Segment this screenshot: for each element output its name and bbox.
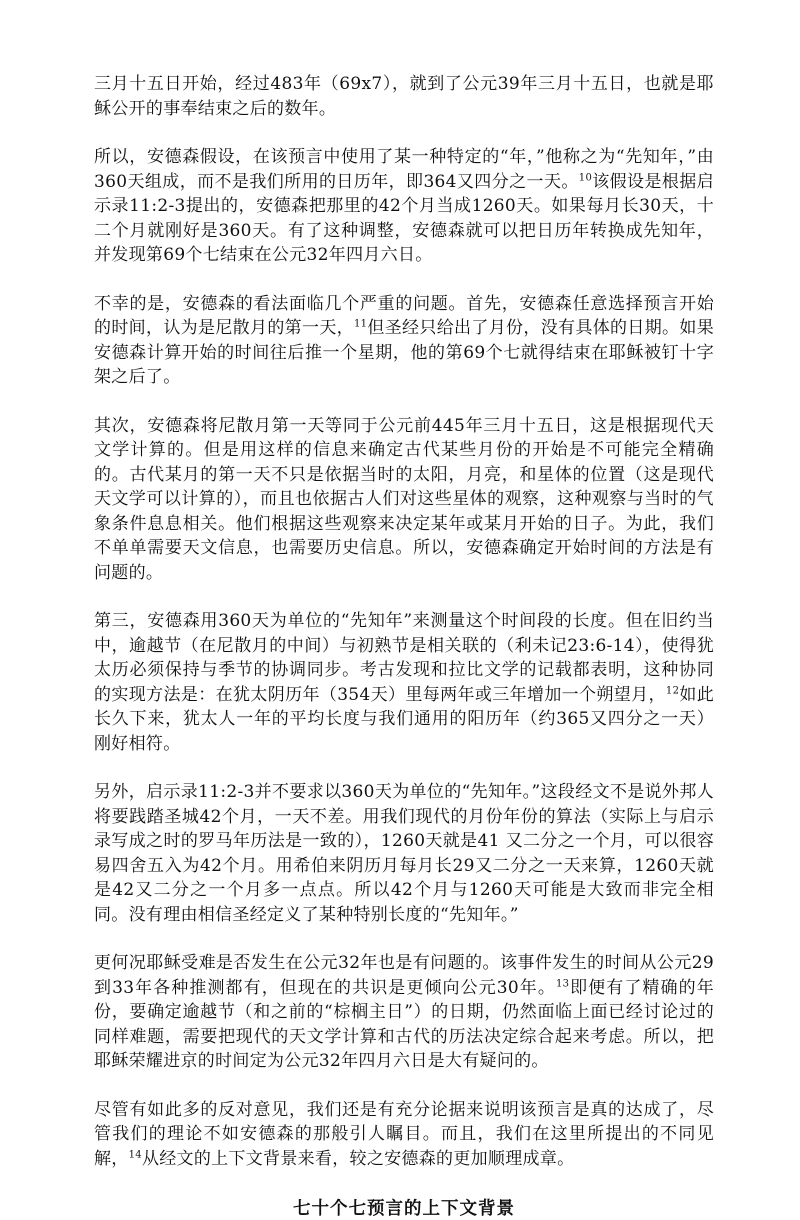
paragraph-text: 第三，安德森用360天为单位的“先知年”来测量这个时间段的长度。但在旧约当中，逾越节（在尼散月的中间）与初熟节是相关联的（利未记23:6-14），使得犹太历必须保持与季节的协调同步。考古发现和拉比文学的记载都表明，这种协同的实现方法是：在犹太阴历年（354天）里每两年或三年增加一个朔望月， <box>94 611 714 705</box>
footnote-marker: 10 <box>578 171 593 183</box>
paragraph-text: 但圣经只给出了月份，没有具体的日期。如果安德森计算开始的时间往后推一个星期，他的第69个七就得结束在耶稣被钉十字架之后了。 <box>94 318 715 387</box>
footnote-marker: 14 <box>128 1148 142 1160</box>
paragraph <box>94 145 714 268</box>
section-heading: 七十个七预言的上下文背景 <box>293 1199 515 1219</box>
footnote-marker: 12 <box>665 684 680 696</box>
paragraph <box>94 1098 714 1172</box>
paragraph <box>94 951 714 1074</box>
footnote-marker: 13 <box>555 977 570 989</box>
paragraph <box>94 780 714 927</box>
paragraph-text: 即便有了精确的年份，要确定逾越节（和之前的“棕榈主日”）的日期，仍然面临上面已经讨论过的同样难题，需要把现代的天文学计算和古代的历法决定综合起来考虑。所以，把耶稣荣耀进京的时间定为公元32年四月六日是大有疑问的。 <box>94 977 714 1071</box>
paragraph <box>94 72 714 121</box>
footnote-marker: 11 <box>354 318 368 330</box>
paragraph <box>94 609 714 756</box>
paragraph-text: 三月十五日开始，经过483年（69x7），就到了公元39年三月十五日，也就是耶稣公开的事奉结束之后的数年。 <box>94 74 714 119</box>
paragraph-text: 所以，安德森假设，在该预言中使用了某一种特定的“年，”他称之为“先知年，”由360天组成，而不是我们所用的日历年，即364又四分之一天。 <box>94 147 714 192</box>
paragraph-text: 更何况耶稣受难是否发生在公元32年也是有问题的。该事件发生的时间从公元29到33年各种推测都有，但现在的共识是更倾向公元30年。 <box>94 953 714 998</box>
paragraph-text: 不幸的是，安德森的看法面临几个严重的问题。首先，安德森任意选择预言开始的时间，认为是尼散月的第一天， <box>94 293 714 338</box>
paragraph <box>94 292 714 390</box>
paragraph-text: 其次，安德森将尼散月第一天等同于公元前445年三月十五日，这是根据现代天文学计算的。但是用这样的信息来确定古代某些月份的开始是不可能完全精确的。古代某月的第一天不只是依据当时的太阳，月亮，和星体的位置（这是现代天文学可以计算的），而且也依据古人们对这些星体的观察，这种观察与当时的气象条件息息相关。他们根据这些观察来决定某年或某月开始的日子。为此，我们不单单需要天文信息，也需要历史信息。所以，安德森确定开始时间的方法是有问题的。 <box>94 415 714 583</box>
paragraph-text: 尽管有如此多的反对意见，我们还是有充分论据来说明该预言是真的达成了，尽管我们的理论不如安德森的那般引人瞩目。而且，我们在这里所提出的不同见解， <box>94 1099 714 1169</box>
paragraph-text: 该假设是根据启示录11:2-3提出的，安德森把那里的42个月当成1260天。如果每月长30天，十二个月就刚好是360天。有了这种调整，安德森就可以把日历年转换成先知年，并发现第69个七结束在公元32年四月六日。 <box>94 171 714 265</box>
paragraph-text: 从经文的上下文背景来看，较之安德森的更加顺理成章。 <box>141 1148 575 1169</box>
body-text <box>94 72 714 1171</box>
paragraph-text: 另外，启示录11:2-3并不要求以360天为单位的“先知年。”这段经文不是说外邦人将要践踏圣城42个月，一天不差。用我们现代的月份年份的算法（实际上与启示录写成之时的罗马年历法是一致的），1260天就是41 又二分之一个月，可以很容易四舍五入为42个月。用希伯来阴历月每月长29又二分之一天来算，1260天就是42又二分之一个月多一点点。所以42个月与1260天可能是大致而非完全相同。没有理由相信圣经定义了某种特别长度的“先知年。” <box>94 782 714 925</box>
paragraph-text: 如此长久下来，犹太人一年的平均长度与我们通用的阳历年（约365又四分之一天）刚好相符。 <box>94 684 714 754</box>
paragraph <box>94 414 714 586</box>
